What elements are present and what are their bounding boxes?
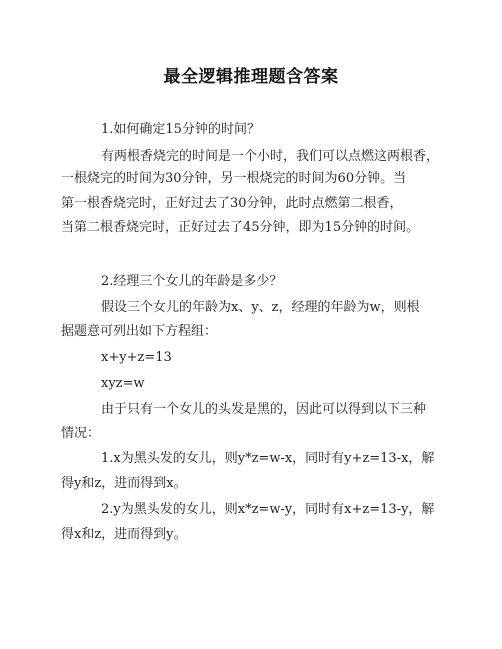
section-1-line-1: 有两根香烧完的时间是一个小时，我们可以点燃这两根香， bbox=[101, 149, 440, 164]
equation-2: xyz=w bbox=[101, 376, 145, 391]
section-1-line-4: 当第二根香烧完时，正好过去了45分钟，即为15分钟的时间。 bbox=[61, 220, 420, 235]
case-1-line-1: 1.x为黑头发的女儿，则y*z=w-x，同时有y+z=13-x，解 bbox=[101, 451, 435, 466]
cases-intro-line-1: 由于只有一个女儿的头发是黑的，因此可以得到以下三种 bbox=[101, 402, 427, 417]
section-1-heading: 1.如何确定15分钟的时间？ bbox=[101, 122, 260, 137]
section-2-heading: 2.经理三个女儿的年龄是多少？ bbox=[101, 274, 283, 289]
section-1-line-3: 第一根香烧完时，正好过去了30分钟，此时点燃第二根香， bbox=[61, 196, 403, 211]
cases-intro-line-2: 情况： bbox=[61, 426, 101, 441]
equation-1: x+y+z=13 bbox=[101, 350, 172, 365]
section-2-intro-line-2: 据题意可列出如下方程组： bbox=[61, 324, 218, 339]
case-2-line-2: 得x和z，进而得到y。 bbox=[61, 527, 187, 542]
document-title: 最全逻辑推理题含答案 bbox=[163, 67, 339, 87]
case-2-line-1: 2.y为黑头发的女儿，则x*z=w-y，同时有x+z=13-y，解 bbox=[101, 502, 435, 517]
case-1-line-2: 得y和z，进而得到x。 bbox=[61, 476, 187, 491]
section-2-intro-line-1: 假设三个女儿的年龄为x、y、z，经理的年龄为w，则根 bbox=[101, 300, 420, 315]
section-1-line-2: 一根烧完的时间为30分钟，另一根烧完的时间为60分钟。当 bbox=[61, 171, 407, 186]
